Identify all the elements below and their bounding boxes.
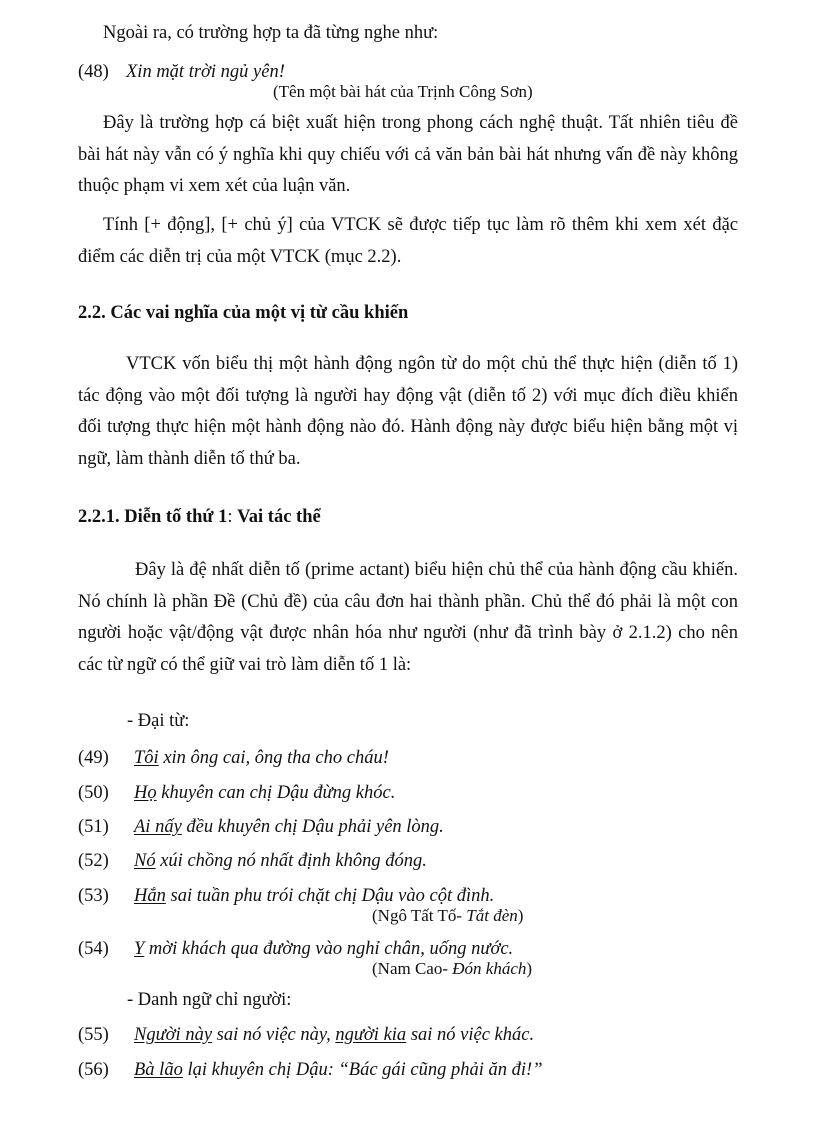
example-text <box>134 939 513 960</box>
example-number: (53) <box>78 886 109 906</box>
source-author: (Nam Cao- <box>372 959 453 978</box>
body-paragraph: Đây là đệ nhất diễn tố (prime actant) biểu hiện chủ thể của hành động cầu khiến. Nó chính là phần Đề (Chủ đề) của câu đơn hai thành phần. Chủ thể đó phải là một con người hoặc vật/động vật được nhân hóa như người (như đã trình bày ở 2.1.2) cho nên các từ ngữ có thể giữ vai trò làm diễn tố 1 là: <box>78 560 738 676</box>
example-rest: lại khuyên chị Dậu: “Bác gái cũng phải ăn đi!” <box>182 1060 543 1080</box>
example-text <box>134 851 427 872</box>
example-text <box>134 1060 543 1081</box>
example-text <box>134 1025 534 1046</box>
underlined-subject: Ai nấy <box>134 817 182 837</box>
source-close: ) <box>517 906 524 925</box>
underlined-subject: Bà lão <box>134 1060 183 1080</box>
section-heading: 2.2. Các vai nghĩa của một vị từ cầu khiến <box>78 303 409 323</box>
underlined-subject: Tôi <box>134 748 159 768</box>
example-text <box>134 886 494 907</box>
example-rest: sai tuần phu trói chặt chị Dậu vào cột đình. <box>165 886 495 906</box>
underlined-subject: Họ <box>134 783 157 803</box>
subsection-title: Vai tác thể <box>237 507 321 527</box>
example-text <box>134 783 395 804</box>
example-rest: xin ông cai, ông tha cho cháu! <box>158 748 389 768</box>
example-text <box>134 817 444 838</box>
example-number: (56) <box>78 1060 109 1080</box>
example-rest: sai nó việc khác. <box>406 1025 535 1045</box>
example-number: (50) <box>78 783 109 803</box>
example-number: (55) <box>78 1025 109 1045</box>
example-mid: sai nó việc này, <box>212 1025 336 1045</box>
underlined-subject: Y <box>134 939 145 959</box>
example-number: (52) <box>78 851 109 871</box>
list-label: - Danh ngữ chỉ người: <box>127 990 292 1010</box>
body-paragraph: VTCK vốn biểu thị một hành động ngôn từ do một chủ thể thực hiện (diễn tố 1) tác động vào một đối tượng là người hay động vật (diễn tố 2) với mục đích điều khiển đối tượng thực hiện một hành động nào đó. Hành động này được biểu hiện bằng một vị ngữ, làm thành diễn tố thứ ba. <box>78 354 738 470</box>
example-source <box>372 959 532 979</box>
underlined-subject: Hắn <box>134 886 166 906</box>
source-work: Đón khách <box>452 959 527 978</box>
subsection-colon: : <box>227 507 238 527</box>
source-work: Tắt đèn <box>466 906 518 925</box>
example-rest: mời khách qua đường vào nghỉ chân, uống nước. <box>144 939 514 959</box>
intro-line: Ngoài ra, có trường hợp ta đã từng nghe như: <box>103 23 439 43</box>
example-rest: khuyên can chị Dậu đừng khóc. <box>156 783 396 803</box>
example-source: (Tên một bài hát của Trịnh Công Sơn) <box>273 82 533 101</box>
example-number: (51) <box>78 817 109 837</box>
example-source <box>372 906 523 926</box>
list-label: - Đại từ: <box>127 711 190 731</box>
body-paragraph: Đây là trường hợp cá biệt xuất hiện trong phong cách nghệ thuật. Tất nhiên tiêu đề bài hát này vẫn có ý nghĩa khi quy chiếu với cả văn bản bài hát nhưng vấn đề này không thuộc phạm vi xem xét của luận văn. <box>78 113 738 197</box>
example-number: (49) <box>78 748 109 768</box>
example-rest: xúi chồng nó nhất định không đóng. <box>155 851 427 871</box>
underlined-subject: Nó <box>134 851 156 871</box>
example-number: (54) <box>78 939 109 959</box>
subsection-number: 2.2.1. Diễn tố thứ 1 <box>78 507 228 527</box>
example-rest: đều khuyên chị Dậu phải yên lòng. <box>181 817 444 837</box>
source-author: (Ngô Tất Tố- <box>372 906 467 925</box>
example-number: (48) <box>78 62 109 82</box>
example-text: Xin mặt trời ngủ yên! <box>126 62 285 82</box>
source-close: ) <box>526 959 533 978</box>
subsection-heading <box>78 507 321 528</box>
underlined-subject: Người này <box>134 1025 213 1045</box>
underlined-subject: người kia <box>335 1025 407 1045</box>
example-text <box>134 748 389 769</box>
body-paragraph: Tính [+ động], [+ chủ ý] của VTCK sẽ được tiếp tục làm rõ thêm khi xem xét đặc điểm các diễn trị của một VTCK (mục 2.2). <box>78 215 738 267</box>
